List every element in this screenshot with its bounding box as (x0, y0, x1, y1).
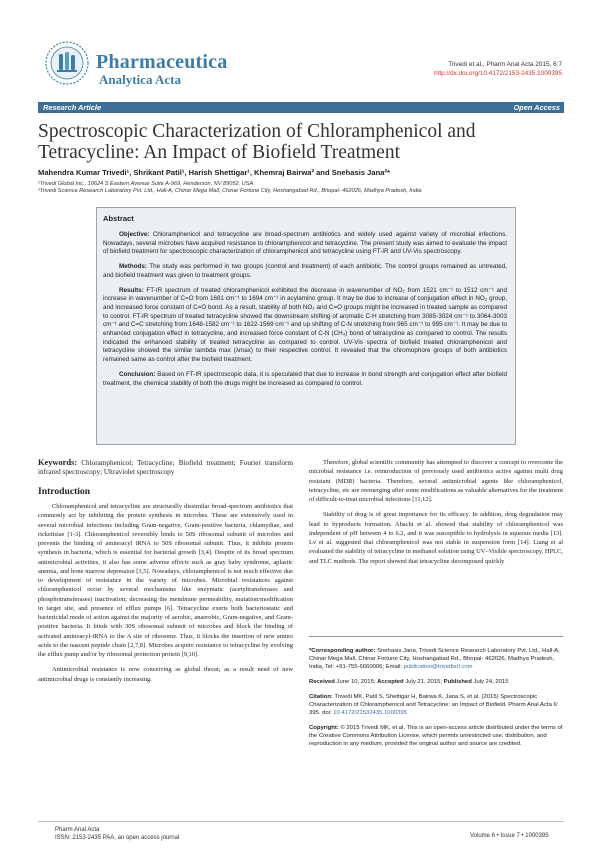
article-info (309, 636, 563, 755)
abstract-results: Results: FT-IR spectrum of treated chloramphenicol exhibited the decrease in wavenumber of NO₂ from 1521 cm⁻¹ to 1512 cm⁻¹ and increase in wavenumber of C=O from 1681 cm⁻¹ to 1694 cm⁻¹ in acylamino group. It may be due to increase of conjugation effect in NO₂ group, and increased force constant of C=O bond. As a result, stability of both NO₂ and C=O groups might be increased in treated sample as compared to control. FT-IR spectrum of treated tetracycline showed the downstream shifting of aromatic C-H stretching from 3085-3024 cm⁻¹ to 3064-3003 cm⁻¹ and C=C stretching from 1648-1582 cm⁻¹ to 1622-1569 cm⁻¹ and up shifting of C-N stretching from 965 cm⁻¹ to 995 cm⁻¹. It may be due to enhanced conjugation effect in tetracycline, and increased force constant of C-N (CH₃) bond of tetracycline as compared to control. The results indicated the enhanced stability of treated tetracycline as compared to control. UV-Vis spectra of biofield treated chloramphenicol and tetracycline showed the similar lambda max (λmax) to their respective control. It revealed that the chromophore groups of both antibiotics remained same as control after the biofield treatment. (103, 286, 507, 364)
keywords: Keywords: Chloramphenicol; Tetracycline; Biofield treatment; Fourier transform infrared spectroscopy; Ultraviolet spectroscopy (38, 458, 293, 477)
footer-volume: Volume 6 • Issue 7 • 1000395 (470, 833, 549, 839)
intro-heading: Introduction (38, 485, 91, 497)
article-type-label: Research Article (43, 103, 102, 112)
journal-name: Pharmaceutica (96, 51, 228, 73)
journal-logo (44, 40, 90, 86)
abstract-methods: Methods: The study was performed in two groups (control and treatment) of each antibiotic. The control groups remained as untreated, and biofield treatment was given to treatment groups. (103, 263, 507, 279)
doi-link[interactable]: http://dx.doi.org/10.4172/2153-2435.1000395 (434, 70, 562, 77)
citation-header (390, 60, 562, 78)
citation-line: Trivedi et al., Pharm Anal Acta 2015, 6:7 (448, 61, 562, 68)
citation: Citation: Trivedi MK, Patil S, Shettigar H, Bairwa K, Jana S, et al. (2015) Spectroscopic Characterization of Chloramphenicol and Tetracycline: an Impact of Biofield. Pharm Anal Acta 6: 395. doi: 10.4172/21532435.1000395 (309, 694, 559, 716)
intro-paragraph-2: Antimicrobial resistance is now conceiving as global threat; as a result need of new antimicrobial drugs is constantly increasing. (38, 666, 293, 683)
author-list: Mahendra Kumar Trivedi¹, Shrikant Patil¹, Harish Shettigar¹, Khemraj Bairwa² and Snehasis Jana²* (38, 168, 390, 177)
open-access-label: Open Access (513, 103, 560, 112)
right-paragraph-2: Stability of drug is of great importance for its efficacy. In addition, drug degradation may lead to byproducts formation. Abachi et al. showed that stability of chloramphenicol was independent of pH between 4 to 6.2, and it was susceptible to hydrolysis in aqueous media [13]. Lv et al. suggested that chloramphenicol was not stable in suspension form [14]. Liang et al evaluated the stability of tetracycline in methanol solution using UV–Visible spectroscopy, HPLC, and TLC methods. The report showed that tetracycline decomposed quickly (309, 511, 563, 565)
footer-journal: Pharm Anal Acta (55, 827, 100, 833)
right-column (309, 458, 563, 572)
abstract-objective: Objective: Chloramphenicol and tetracycline are broad-spectrum antibiotics and widely used against variety of microbial infections. Nowadays, several microbes have acquired resistance to chloramphenicol and tetracycline. The present study was aimed to evaluate the impact of biofield treatment for spectroscopic characterization of chloramphenicol and tetracycline using FT-IR and UV-Vis spectroscopy. (103, 231, 507, 256)
right-paragraph-1: Therefore, global scientific community has attempted to discover a concept to overcome the microbial resistance i.e. reintroduction of previously used antibiotics active against multi drug resistant (MDR) bacteria. Therefore, several antimicrobial agents like chloramphenicol, tetracycline, etc are reemerging after some modifications as valuable alternatives for the treatment of difficult-to-treat microbial infections [11,12]. (309, 459, 563, 503)
abstract-heading: Abstract (103, 214, 134, 223)
copyright: Copyright: © 2015 Trivedi MK, et al. This is an open-access article distributed under the terms of the Creative Commons Attribution License, which permits unrestricted use, distribution, and reproduction in any medium, provided the original author and source are credited. (309, 725, 563, 747)
affiliation-1: ¹Trivedi Global Inc., 10624 S Eastern Avenue Suite A-969, Henderson, NV 89052, USA (38, 181, 254, 187)
journal-subtitle: Analytica Acta (99, 72, 181, 87)
intro-paragraph-1: Chloramphenicol and tetracycline are structurally dissimilar broad-spectrum antibiotics that commonly act by inhibiting the protein synthesis in microbes. These are extensively used in several microbial infections including Gram-negative, Gram-positive bacteria, chlamydiae, and rickettsiae [1-3]. Chloramphenicol reversibly binds to 50S ribosomal subunit of microbes and prevents the binding of aminoacyl tRNA to 50S ribosomal subunit. Thus, it inhibits protein synthesis in bacteria, which is essential for bacterial growth [3,4]. Despite of its broad spectrum antimicrobial activities, it also has some adverse effects such as gray baby syndrome, aplastic anemia, and bone marrow depression [3,5]. Nowadays, chloramphenicol is not much effective due to development of resistance in the variety of microbes. Microbial resistances against chloramphenicol occur by several mechanisms like enzymatic (acetyltransferases and phosphotransferases) inactivation; decreasing the membrane permeability, mutation/modification in target site, and presence of efflux pumps [6]. Tetracycline exerts both bacteriostatic and bactericidal mode of action against the majority of aerobic, anaerobic, Gram-negative, and Gram-positive bacteria. It binds with 30S ribosomal subunit of microbes and block the binding of activated aminoacyl-tRNA to the A site of ribosome. Thus, it blocks the insertion of new amino acids to the nascent peptide chain [2,7,8]. Microbes acquire resistance to tetracycline by evolving the efflux pump and/or by ribosomal protection protein [9,10]. (38, 503, 293, 659)
affiliation-2: ²Trivedi Science Research Laboratory Pvt. Ltd., Hall-A, Chinar Mega Mall, Chinar Fortune City, Hoshangabad Rd., Bhopal- 462026, Madhya Pradesh, India (38, 188, 422, 195)
citation-doi-link[interactable]: 10.4172/21532435.1000395 (333, 710, 407, 716)
abstract-box (96, 207, 516, 445)
affiliations (38, 181, 568, 195)
footer-divider (38, 821, 564, 822)
left-column (38, 458, 293, 690)
page-title: Spectroscopic Characterization of Chloramphenicol and Tetracycline: An Impact of Biofield Treatment (38, 121, 476, 163)
email-link[interactable]: publication@trivedisrl.com (403, 664, 473, 670)
article-dates: Received June 10, 2015; Accepted July 21, 2015; Published July 24, 2015 (309, 679, 509, 685)
footer-journal-info (55, 826, 179, 843)
article-type-bar (38, 102, 564, 113)
footer-issn: ISSN: 2153-2435 PAA, an open access journal (55, 835, 180, 842)
corresponding-author: *Corresponding author: Snehasis Jana, Trivedi Science Research Laboratory Pvt. Ltd., Hall-A, Chinar Mega Mall, Chinar Fortune City, Hoshangabad Rd., Bhopal- 462026, Madhya Pradesh, India, Tel: +91-755-6660006; Email: publication@trivedisrl.com (309, 648, 560, 670)
abstract-conclusion: Conclusion: Based on FT-IR spectroscopic data, it is speculated that due to increase in bond strength and conjugation effect after biofield treatment, the chemical stability of both the drugs might be increased as compared to control. (103, 370, 507, 387)
